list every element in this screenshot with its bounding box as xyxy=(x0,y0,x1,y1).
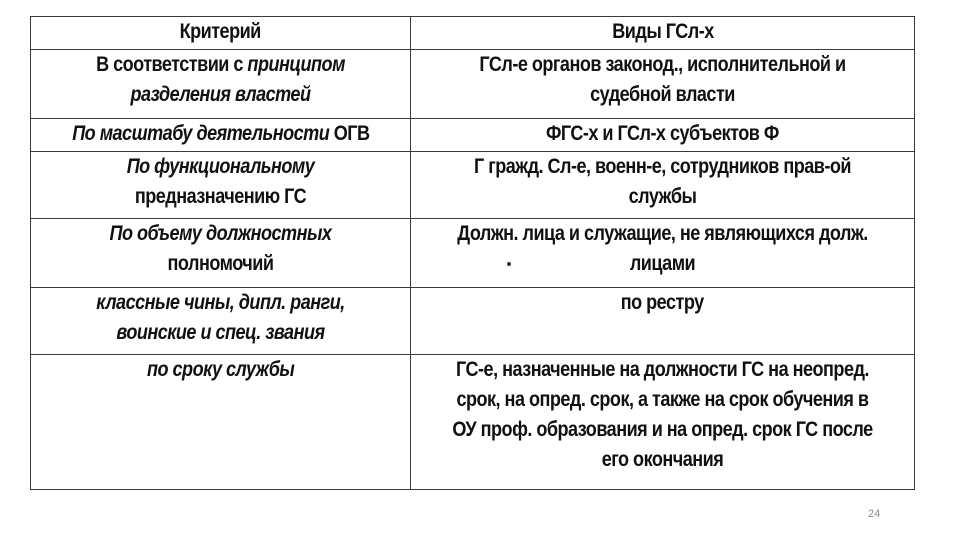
header-criterion: Критерий xyxy=(31,17,411,50)
criterion-italic-text: принципом разделения властей xyxy=(130,53,345,106)
criterion-cell xyxy=(31,355,411,490)
criterion-cell xyxy=(31,152,411,219)
criterion-cell xyxy=(31,288,411,355)
criterion-cell xyxy=(31,119,411,152)
table-row xyxy=(31,119,915,152)
criterion-italic-text: По объему должностных xyxy=(109,222,332,245)
table-row xyxy=(31,355,915,490)
criteria-table xyxy=(30,16,915,490)
table-row xyxy=(31,50,915,119)
stray-dot-mark xyxy=(507,262,511,266)
criterion-plain-text-2: полномочий xyxy=(167,252,274,275)
table-row xyxy=(31,219,915,288)
criterion-plain-text-2: предназначению ГС xyxy=(134,185,307,208)
table-row xyxy=(31,288,915,355)
criterion-cell xyxy=(31,50,411,119)
types-cell: ФГС-х и ГСл-х субъектов Ф xyxy=(411,119,915,152)
types-cell: ГС-е, назначенные на должности ГС на неопред. срок, на опред. срок, а также на срок обучения в ОУ проф. образования и на опред. срок ГС после его окончания xyxy=(411,355,915,490)
page-number: 24 xyxy=(868,508,881,520)
table-header-row xyxy=(31,17,915,50)
types-cell: ГСл-е органов законод., исполнительной и судебной власти xyxy=(411,50,915,119)
criterion-italic-text: По функциональному xyxy=(126,155,315,178)
criterion-italic-text: классные чины, дипл. ранги, воинские и спец. звания xyxy=(96,291,345,344)
criterion-cell xyxy=(31,219,411,288)
criterion-italic-text: по сроку службы xyxy=(146,358,295,381)
types-cell: Г гражд. Сл-е, военн-е, сотрудников прав-ой службы xyxy=(411,152,915,219)
criterion-italic-text: По масштабу деятельности xyxy=(71,122,329,145)
types-cell: Должн. лица и служащие, не являющихся долж. лицами xyxy=(411,219,915,288)
criterion-plain-text-2: ОГВ xyxy=(328,122,370,145)
criterion-plain-text: В соответствии с xyxy=(96,53,248,76)
header-types: Виды ГСл-х xyxy=(411,17,915,50)
types-cell: по рестру xyxy=(411,288,915,355)
table-row xyxy=(31,152,915,219)
